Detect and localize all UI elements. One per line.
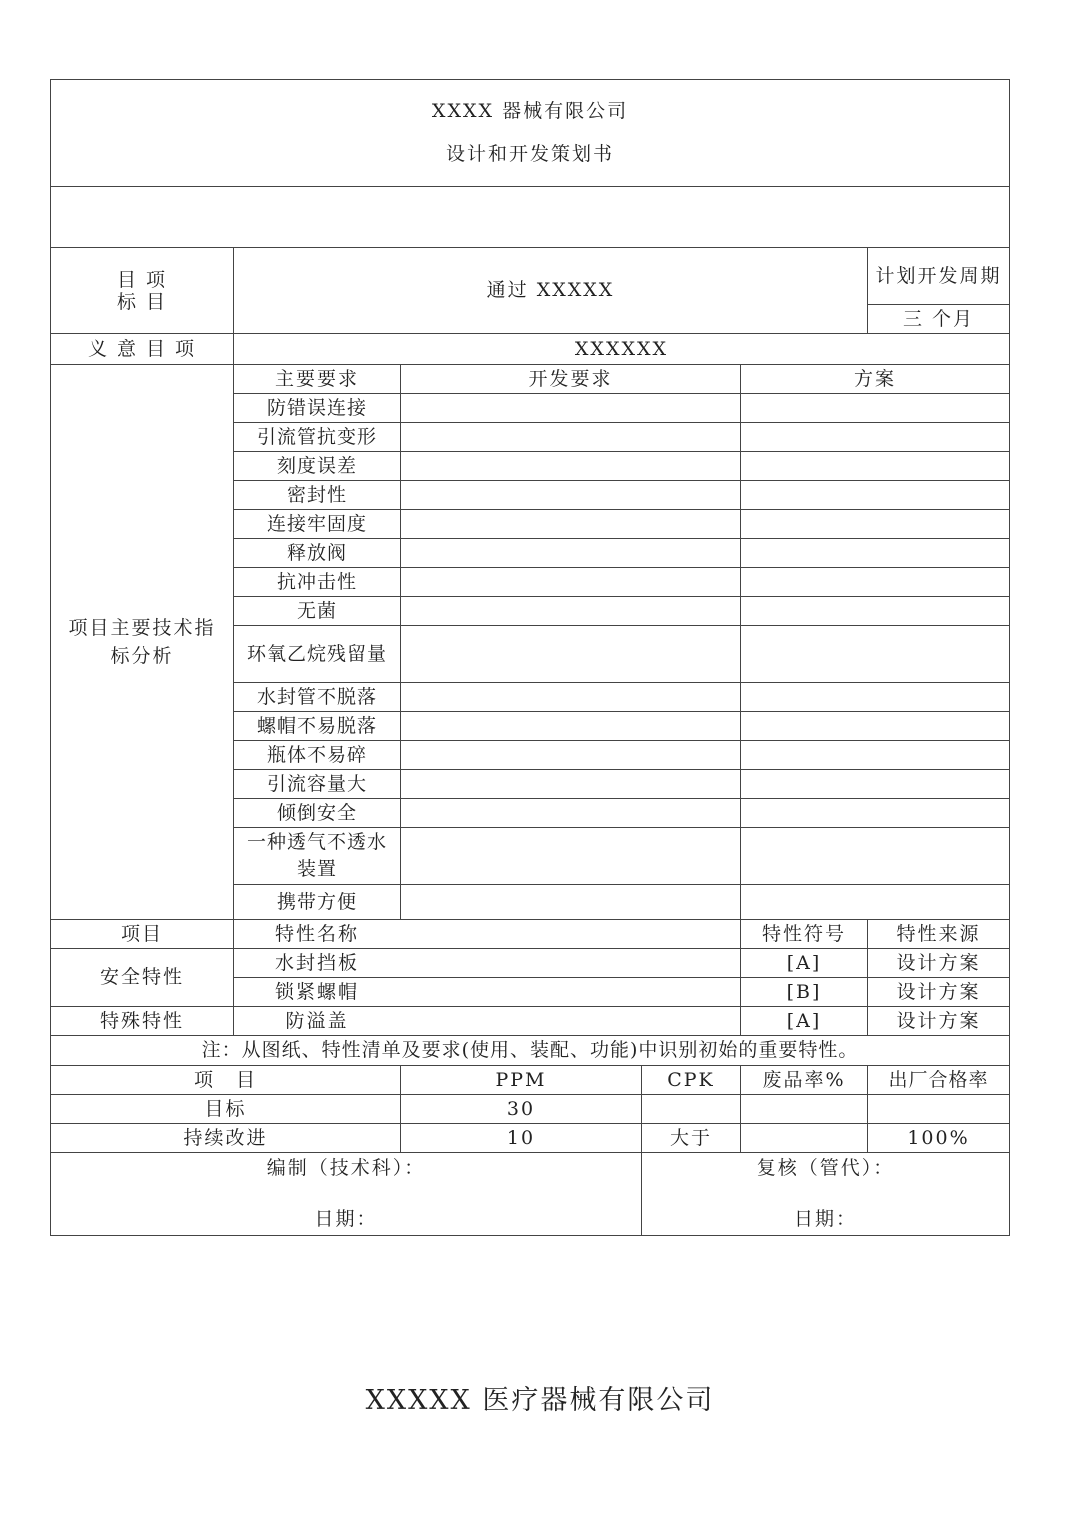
planned-period-label: 计划开发周期	[868, 248, 1010, 305]
reviewed-by-label: 复核（管代）：	[756, 1157, 895, 1179]
prepared-by-cell	[51, 1153, 642, 1236]
dev-req-cell	[401, 452, 741, 481]
blank-row	[51, 187, 1010, 248]
dev-req-cell	[401, 481, 741, 510]
tech-req-row: 防错误连接	[234, 394, 401, 423]
prepared-by-label: 编制（技术科）：	[266, 1157, 426, 1179]
quality-improve-scrap	[741, 1124, 868, 1153]
dev-req-cell	[401, 423, 741, 452]
prepared-date-label: 日期：	[314, 1208, 378, 1230]
plan-cell	[741, 510, 1010, 539]
project-significance-label: 义 意 目 项	[51, 334, 234, 365]
plan-cell	[741, 539, 1010, 568]
plan-cell	[741, 481, 1010, 510]
plan-cell	[741, 885, 1010, 920]
quality-improve-pass: 100%	[868, 1124, 1010, 1153]
plan-cell	[741, 394, 1010, 423]
char-source-cell: 设计方案	[868, 978, 1010, 1007]
col-header-dev-req: 开发要求	[401, 365, 741, 394]
tech-req-row: 刻度误差	[234, 452, 401, 481]
reviewed-by-cell	[642, 1153, 1010, 1236]
col-header-main-req: 主要要求	[234, 365, 401, 394]
project-target-label: 目 项 标 目	[51, 248, 234, 334]
tech-req-row: 连接牢固度	[234, 510, 401, 539]
dev-req-cell	[401, 741, 741, 770]
char-source-cell: 设计方案	[868, 949, 1010, 978]
project-target-value: 通过 XXXXX	[234, 248, 868, 334]
quality-header-cpk: CPK	[642, 1066, 741, 1095]
tech-req-row: 引流管抗变形	[234, 423, 401, 452]
tech-req-row: 螺帽不易脱落	[234, 712, 401, 741]
quality-header-ppm: PPM	[401, 1066, 642, 1095]
quality-header-scrap: 废品率%	[741, 1066, 868, 1095]
quality-target-cpk	[642, 1095, 741, 1124]
char-header-item: 项目	[51, 920, 234, 949]
form-title-cell	[51, 80, 1010, 187]
plan-cell	[741, 828, 1010, 885]
tech-req-row: 携带方便	[234, 885, 401, 920]
char-header-symbol: 特性符号	[741, 920, 868, 949]
tech-analysis-label: 项目主要技术指标分析	[51, 365, 234, 920]
plan-cell	[741, 597, 1010, 626]
tech-req-row: 一种透气不透水装置	[234, 828, 401, 885]
reviewed-date-label: 日期：	[793, 1208, 857, 1230]
dev-req-cell	[401, 712, 741, 741]
footer-company-name: XXXXX 医疗器械有限公司	[365, 1385, 715, 1416]
planned-period-value: 三 个月	[868, 305, 1010, 334]
tech-req-row: 释放阀	[234, 539, 401, 568]
characteristics-note: 注：从图纸、特性清单及要求(使用、装配、功能)中识别初始的重要特性。	[51, 1036, 1010, 1066]
quality-header-pass: 出厂合格率	[868, 1066, 1010, 1095]
quality-target-pass	[868, 1095, 1010, 1124]
project-significance-value: XXXXXX	[234, 334, 1010, 365]
tech-req-row: 密封性	[234, 481, 401, 510]
dev-req-cell	[401, 828, 741, 885]
char-symbol-cell: [A]	[741, 949, 868, 978]
quality-improve-cpk: 大于	[642, 1124, 741, 1153]
quality-target-label: 目标	[51, 1095, 401, 1124]
tech-req-row: 引流容量大	[234, 770, 401, 799]
quality-target-scrap	[741, 1095, 868, 1124]
plan-cell	[741, 452, 1010, 481]
planning-form-table	[50, 79, 1010, 1236]
plan-cell	[741, 741, 1010, 770]
char-symbol-cell: [A]	[741, 1007, 868, 1036]
dev-req-cell	[401, 626, 741, 683]
dev-req-cell	[401, 568, 741, 597]
quality-improve-label: 持续改进	[51, 1124, 401, 1153]
char-name-cell: 锁紧螺帽	[234, 978, 741, 1007]
char-header-source: 特性来源	[868, 920, 1010, 949]
tech-req-row: 倾倒安全	[234, 799, 401, 828]
quality-improve-ppm: 10	[401, 1124, 642, 1153]
special-char-label: 特殊特性	[51, 1007, 234, 1036]
plan-cell	[741, 423, 1010, 452]
tech-req-row: 无菌	[234, 597, 401, 626]
tech-req-row: 抗冲击性	[234, 568, 401, 597]
dev-req-cell	[401, 597, 741, 626]
plan-cell	[741, 683, 1010, 712]
plan-cell	[741, 712, 1010, 741]
safety-char-label: 安全特性	[51, 949, 234, 1007]
dev-req-cell	[401, 770, 741, 799]
char-header-name: 特性名称	[234, 920, 741, 949]
tech-req-row: 环氧乙烷残留量	[234, 626, 401, 683]
dev-req-cell	[401, 510, 741, 539]
tech-req-row: 水封管不脱落	[234, 683, 401, 712]
dev-req-cell	[401, 885, 741, 920]
company-name: XXXX 器械有限公司	[431, 100, 629, 122]
dev-req-cell	[401, 799, 741, 828]
char-name-cell: 水封挡板	[234, 949, 741, 978]
plan-cell	[741, 568, 1010, 597]
char-symbol-cell: [B]	[741, 978, 868, 1007]
plan-cell	[741, 770, 1010, 799]
dev-req-cell	[401, 539, 741, 568]
plan-cell	[741, 626, 1010, 683]
dev-req-cell	[401, 683, 741, 712]
char-source-cell: 设计方案	[868, 1007, 1010, 1036]
quality-header-item: 项 目	[51, 1066, 401, 1095]
quality-target-ppm: 30	[401, 1095, 642, 1124]
document-title: 设计和开发策划书	[445, 143, 614, 165]
tech-req-row: 瓶体不易碎	[234, 741, 401, 770]
char-name-cell: 防溢盖	[234, 1007, 741, 1036]
plan-cell	[741, 799, 1010, 828]
col-header-plan: 方案	[741, 365, 1010, 394]
dev-req-cell	[401, 394, 741, 423]
